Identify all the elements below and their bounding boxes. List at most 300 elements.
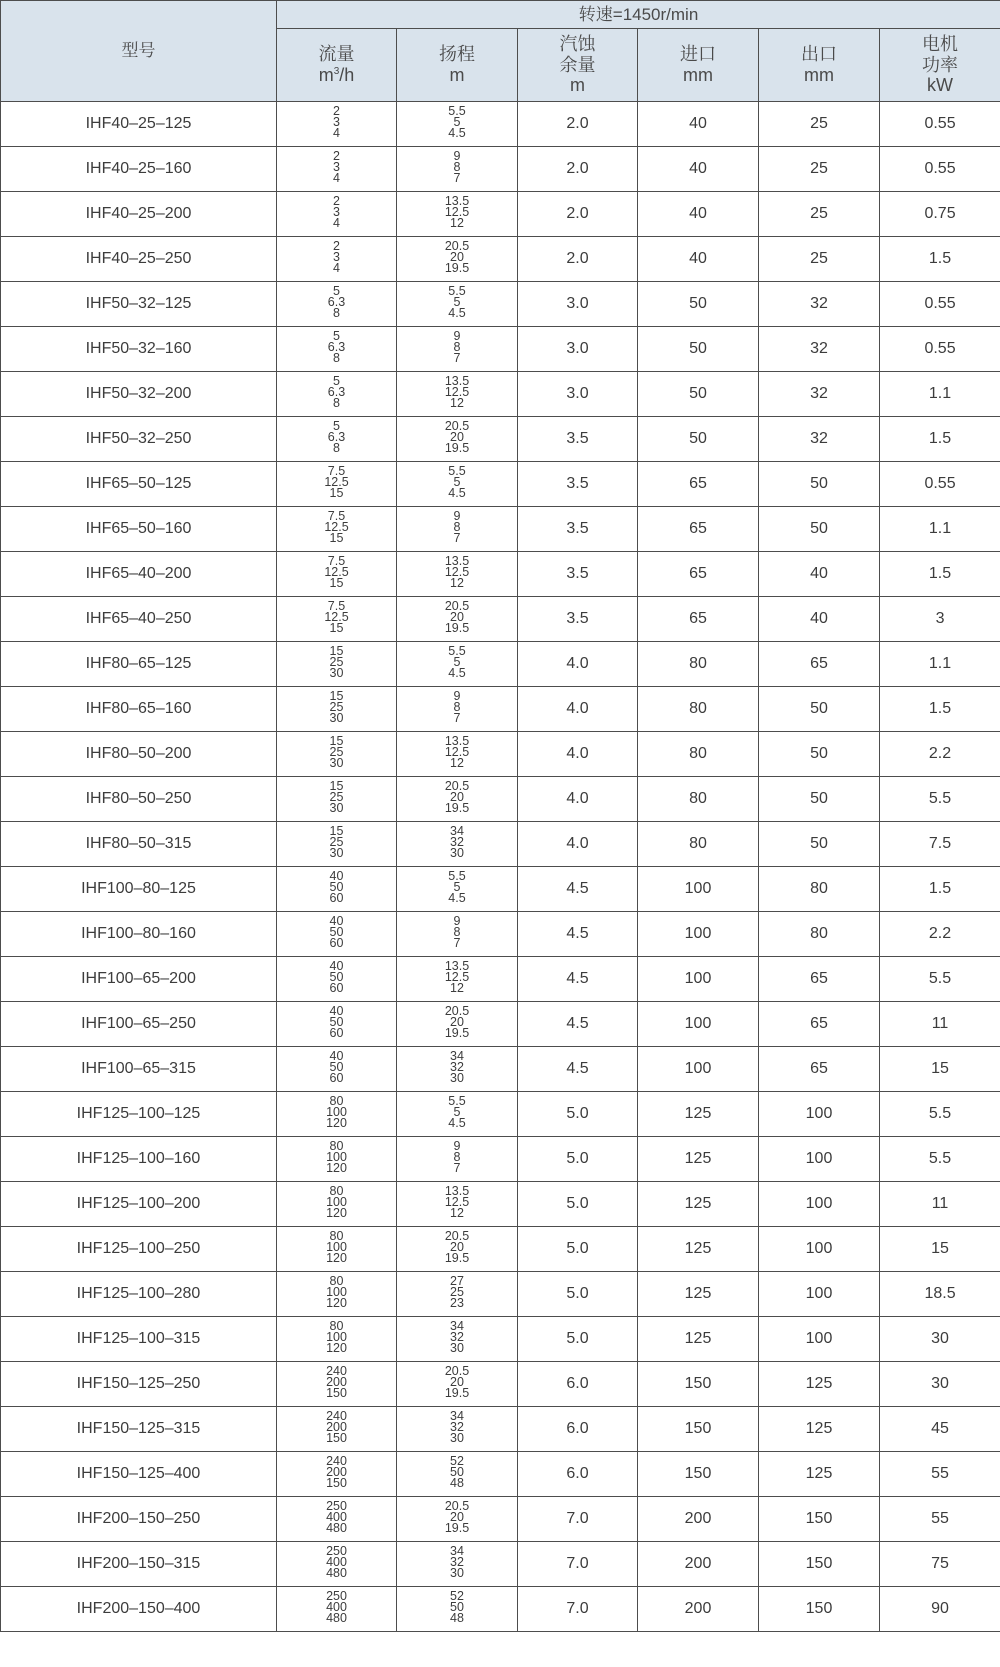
head-cell xyxy=(397,1092,518,1137)
npsh-cell: 5.0 xyxy=(518,1272,638,1317)
outlet-cell: 32 xyxy=(759,282,880,327)
power-cell: 1.5 xyxy=(880,867,1000,912)
flow-cell xyxy=(277,552,397,597)
flow-cell-value: 480 xyxy=(326,1611,347,1625)
head-cell xyxy=(397,282,518,327)
outlet-cell: 150 xyxy=(759,1542,880,1587)
head-cell-value: 5 xyxy=(453,475,461,489)
head-cell-value: 20.5 xyxy=(444,1499,470,1513)
head-cell-value: 8 xyxy=(453,700,461,714)
head-cell-value: 5.5 xyxy=(448,1094,466,1108)
npsh-cell: 4.0 xyxy=(518,777,638,822)
table-row xyxy=(1,237,1000,282)
flow-cell-value: 3 xyxy=(333,160,340,174)
inlet-cell: 80 xyxy=(638,822,759,867)
power-cell: 55 xyxy=(880,1452,1000,1497)
outlet-cell: 25 xyxy=(759,102,880,147)
flow-cell-value: 2 xyxy=(333,104,340,118)
npsh-cell: 3.0 xyxy=(518,372,638,417)
head-cell xyxy=(397,372,518,417)
inlet-cell: 40 xyxy=(638,147,759,192)
power-cell: 0.75 xyxy=(880,192,1000,237)
power-cell: 1.5 xyxy=(880,237,1000,282)
model-cell: IHF200–150–250 xyxy=(1,1497,277,1542)
power-cell: 30 xyxy=(880,1362,1000,1407)
outlet-cell: 100 xyxy=(759,1137,880,1182)
npsh-cell: 7.0 xyxy=(518,1497,638,1542)
inlet-cell: 100 xyxy=(638,1002,759,1047)
head-cell-value: 12 xyxy=(450,216,464,230)
head-cell-value: 8 xyxy=(453,1150,461,1164)
flow-cell-value: 200 xyxy=(326,1465,347,1479)
flow-cell xyxy=(277,372,397,417)
npsh-cell: 5.0 xyxy=(518,1317,638,1362)
head-cell-value: 12.5 xyxy=(444,385,470,399)
flow-cell xyxy=(277,1407,397,1452)
inlet-cell: 40 xyxy=(638,102,759,147)
flow-cell xyxy=(277,192,397,237)
npsh-cell: 3.0 xyxy=(518,327,638,372)
model-cell: IHF150–125–315 xyxy=(1,1407,277,1452)
flow-cell-value: 15 xyxy=(329,576,344,590)
head-cell-value: 32 xyxy=(450,1060,464,1074)
head-cell xyxy=(397,822,518,867)
outlet-cell: 50 xyxy=(759,732,880,777)
outlet-cell: 125 xyxy=(759,1362,880,1407)
flow-cell-value: 30 xyxy=(329,756,344,770)
flow-cell-value: 15 xyxy=(329,621,344,635)
flow-cell-value: 25 xyxy=(329,700,344,714)
power-cell: 55 xyxy=(880,1497,1000,1542)
head-cell-value: 12 xyxy=(450,1206,464,1220)
model-cell: IHF50–32–250 xyxy=(1,417,277,462)
head-cell-value: 7 xyxy=(453,351,461,365)
flow-cell-value: 15 xyxy=(329,486,344,500)
table-row xyxy=(1,192,1000,237)
power-cell: 5.5 xyxy=(880,957,1000,1002)
npsh-cell: 4.0 xyxy=(518,732,638,777)
power-cell: 1.5 xyxy=(880,687,1000,732)
head-cell-value: 32 xyxy=(450,835,464,849)
flow-cell xyxy=(277,1137,397,1182)
head-cell-value: 12 xyxy=(450,396,464,410)
head-cell-value: 20 xyxy=(450,790,464,804)
head-cell xyxy=(397,462,518,507)
npsh-cell: 7.0 xyxy=(518,1587,638,1632)
flow-cell-value: 6.3 xyxy=(327,340,346,354)
model-cell: IHF65–50–125 xyxy=(1,462,277,507)
inlet-cell: 200 xyxy=(638,1587,759,1632)
flow-cell xyxy=(277,1002,397,1047)
flow-cell-value: 150 xyxy=(326,1431,347,1445)
inlet-cell: 150 xyxy=(638,1407,759,1452)
spec-body xyxy=(1,102,1000,1632)
head-cell xyxy=(397,1587,518,1632)
head-cell-value: 19.5 xyxy=(444,1386,470,1400)
head-cell xyxy=(397,777,518,822)
flow-cell-value: 120 xyxy=(326,1341,347,1355)
npsh-cell: 2.0 xyxy=(518,102,638,147)
flow-cell-value: 400 xyxy=(326,1600,347,1614)
model-cell: IHF40–25–250 xyxy=(1,237,277,282)
head-cell-value: 9 xyxy=(453,689,461,703)
head-cell-value: 27 xyxy=(450,1274,464,1288)
flow-cell xyxy=(277,822,397,867)
npsh-cell: 5.0 xyxy=(518,1137,638,1182)
head-cell xyxy=(397,147,518,192)
inlet-cell: 100 xyxy=(638,1047,759,1092)
model-cell: IHF125–100–280 xyxy=(1,1272,277,1317)
head-header: 扬程 m xyxy=(397,29,518,102)
power-cell: 2.2 xyxy=(880,912,1000,957)
head-cell xyxy=(397,102,518,147)
inlet-cell: 80 xyxy=(638,687,759,732)
head-cell xyxy=(397,1407,518,1452)
model-cell: IHF80–50–315 xyxy=(1,822,277,867)
model-cell: IHF65–40–200 xyxy=(1,552,277,597)
npsh-cell: 4.5 xyxy=(518,1047,638,1092)
head-cell-value: 20.5 xyxy=(444,239,470,253)
flow-cell-value: 50 xyxy=(329,880,344,894)
power-cell: 5.5 xyxy=(880,1092,1000,1137)
head-cell-value: 20.5 xyxy=(444,1364,470,1378)
flow-cell-value: 60 xyxy=(329,981,344,995)
flow-cell xyxy=(277,1587,397,1632)
flow-cell-value: 80 xyxy=(329,1184,344,1198)
flow-cell-value: 80 xyxy=(329,1229,344,1243)
outlet-cell: 65 xyxy=(759,1047,880,1092)
model-cell: IHF80–50–250 xyxy=(1,777,277,822)
power-cell: 11 xyxy=(880,1182,1000,1227)
flow-cell xyxy=(277,327,397,372)
npsh-cell: 4.5 xyxy=(518,957,638,1002)
npsh-cell: 3.0 xyxy=(518,282,638,327)
flow-cell-value: 100 xyxy=(326,1285,347,1299)
head-cell-value: 7 xyxy=(453,531,461,545)
flow-cell-value: 60 xyxy=(329,936,344,950)
flow-cell-value: 12.5 xyxy=(324,610,349,624)
head-cell xyxy=(397,1227,518,1272)
flow-cell-value: 3 xyxy=(333,250,340,264)
outlet-cell: 65 xyxy=(759,957,880,1002)
power-cell: 75 xyxy=(880,1542,1000,1587)
inlet-cell: 65 xyxy=(638,597,759,642)
flow-cell xyxy=(277,1092,397,1137)
flow-cell-value: 7.5 xyxy=(327,554,346,568)
table-row xyxy=(1,732,1000,777)
flow-cell xyxy=(277,1227,397,1272)
flow-cell-value: 25 xyxy=(329,655,344,669)
power-cell: 5.5 xyxy=(880,777,1000,822)
flow-cell-value: 120 xyxy=(326,1116,347,1130)
power-cell: 1.5 xyxy=(880,552,1000,597)
outlet-cell: 25 xyxy=(759,147,880,192)
head-cell-value: 12.5 xyxy=(444,205,470,219)
head-cell-value: 20 xyxy=(450,1015,464,1029)
flow-cell-value: 100 xyxy=(326,1240,347,1254)
model-cell: IHF100–80–160 xyxy=(1,912,277,957)
inlet-cell: 65 xyxy=(638,507,759,552)
flow-cell xyxy=(277,282,397,327)
inlet-cell: 80 xyxy=(638,642,759,687)
head-cell-value: 32 xyxy=(450,1330,464,1344)
head-cell xyxy=(397,1047,518,1092)
head-cell xyxy=(397,642,518,687)
flow-cell-value: 6.3 xyxy=(327,430,346,444)
outlet-cell: 40 xyxy=(759,552,880,597)
head-cell-value: 48 xyxy=(450,1611,464,1625)
flow-cell-value: 80 xyxy=(329,1319,344,1333)
head-cell-value: 5.5 xyxy=(448,284,466,298)
inlet-cell: 40 xyxy=(638,237,759,282)
flow-cell-value: 120 xyxy=(326,1296,347,1310)
head-cell-value: 48 xyxy=(450,1476,464,1490)
head-cell-value: 20 xyxy=(450,1240,464,1254)
power-cell: 1.1 xyxy=(880,642,1000,687)
inlet-cell: 50 xyxy=(638,327,759,372)
flow-cell-value: 5 xyxy=(333,329,340,343)
model-header: 型号 xyxy=(1,1,277,102)
flow-cell-value: 8 xyxy=(333,396,340,410)
head-cell-value: 52 xyxy=(450,1589,464,1603)
model-cell: IHF200–150–315 xyxy=(1,1542,277,1587)
npsh-cell: 4.5 xyxy=(518,912,638,957)
power-cell: 0.55 xyxy=(880,462,1000,507)
table-row xyxy=(1,282,1000,327)
table-row xyxy=(1,1362,1000,1407)
head-cell-value: 19.5 xyxy=(444,621,470,635)
inlet-cell: 100 xyxy=(638,912,759,957)
outlet-cell: 80 xyxy=(759,867,880,912)
head-cell xyxy=(397,1317,518,1362)
npsh-cell: 7.0 xyxy=(518,1542,638,1587)
head-cell-value: 7 xyxy=(453,711,461,725)
head-cell-value: 19.5 xyxy=(444,1521,470,1535)
head-cell xyxy=(397,957,518,1002)
head-cell-value: 8 xyxy=(453,160,461,174)
flow-cell-value: 250 xyxy=(326,1499,347,1513)
head-cell-value: 30 xyxy=(450,1341,464,1355)
table-row xyxy=(1,1002,1000,1047)
head-cell-value: 20.5 xyxy=(444,1229,470,1243)
table-row xyxy=(1,327,1000,372)
flow-cell-value: 8 xyxy=(333,441,340,455)
head-cell-value: 7 xyxy=(453,1161,461,1175)
model-cell: IHF125–100–315 xyxy=(1,1317,277,1362)
table-row xyxy=(1,462,1000,507)
flow-cell-value: 60 xyxy=(329,1071,344,1085)
model-cell: IHF150–125–400 xyxy=(1,1452,277,1497)
head-cell-value: 30 xyxy=(450,1071,464,1085)
head-cell xyxy=(397,732,518,777)
power-cell: 15 xyxy=(880,1047,1000,1092)
flow-cell-value: 15 xyxy=(329,734,344,748)
power-header: 电机 功率 kW xyxy=(880,29,1000,102)
model-cell: IHF80–65–125 xyxy=(1,642,277,687)
head-cell-value: 7 xyxy=(453,171,461,185)
table-row xyxy=(1,1542,1000,1587)
flow-cell-value: 150 xyxy=(326,1386,347,1400)
model-cell: IHF80–65–160 xyxy=(1,687,277,732)
flow-cell-value: 40 xyxy=(329,1004,344,1018)
inlet-cell: 125 xyxy=(638,1272,759,1317)
flow-cell xyxy=(277,867,397,912)
power-cell: 5.5 xyxy=(880,1137,1000,1182)
flow-cell-value: 200 xyxy=(326,1375,347,1389)
outlet-cell: 100 xyxy=(759,1092,880,1137)
head-cell-value: 5.5 xyxy=(448,104,466,118)
table-row xyxy=(1,552,1000,597)
inlet-cell: 50 xyxy=(638,417,759,462)
model-cell: IHF40–25–200 xyxy=(1,192,277,237)
head-cell xyxy=(397,192,518,237)
model-cell: IHF100–65–250 xyxy=(1,1002,277,1047)
head-cell-value: 7 xyxy=(453,936,461,950)
head-cell-value: 12.5 xyxy=(444,1195,470,1209)
head-cell xyxy=(397,327,518,372)
flow-cell xyxy=(277,507,397,552)
npsh-cell: 5.0 xyxy=(518,1182,638,1227)
flow-cell-value: 50 xyxy=(329,1015,344,1029)
flow-cell-value: 3 xyxy=(333,205,340,219)
outlet-cell: 100 xyxy=(759,1182,880,1227)
flow-cell-value: 480 xyxy=(326,1521,347,1535)
flow-cell-value: 15 xyxy=(329,531,344,545)
outlet-cell: 40 xyxy=(759,597,880,642)
head-cell-value: 13.5 xyxy=(444,734,470,748)
inlet-cell: 150 xyxy=(638,1452,759,1497)
model-cell: IHF100–65–315 xyxy=(1,1047,277,1092)
outlet-cell: 65 xyxy=(759,1002,880,1047)
flow-cell xyxy=(277,1452,397,1497)
flow-cell xyxy=(277,597,397,642)
head-cell xyxy=(397,597,518,642)
model-cell: IHF100–80–125 xyxy=(1,867,277,912)
power-cell: 0.55 xyxy=(880,282,1000,327)
table-row xyxy=(1,1092,1000,1137)
flow-cell-value: 2 xyxy=(333,239,340,253)
flow-cell-value: 40 xyxy=(329,1049,344,1063)
flow-cell xyxy=(277,147,397,192)
flow-cell xyxy=(277,687,397,732)
power-cell: 15 xyxy=(880,1227,1000,1272)
model-cell: IHF150–125–250 xyxy=(1,1362,277,1407)
flow-cell-value: 3 xyxy=(333,115,340,129)
flow-cell-value: 250 xyxy=(326,1589,347,1603)
flow-cell xyxy=(277,1362,397,1407)
npsh-cell: 5.0 xyxy=(518,1227,638,1272)
flow-cell-value: 12.5 xyxy=(324,565,349,579)
head-cell-value: 34 xyxy=(450,1049,464,1063)
flow-cell-value: 6.3 xyxy=(327,385,346,399)
flow-cell-value: 2 xyxy=(333,194,340,208)
flow-cell-value: 120 xyxy=(326,1161,347,1175)
head-cell-value: 20 xyxy=(450,430,464,444)
flow-cell-value: 30 xyxy=(329,711,344,725)
inlet-cell: 125 xyxy=(638,1317,759,1362)
table-row xyxy=(1,687,1000,732)
head-cell-value: 5.5 xyxy=(448,644,466,658)
table-row xyxy=(1,1317,1000,1362)
head-cell-value: 13.5 xyxy=(444,374,470,388)
head-cell-value: 23 xyxy=(450,1296,464,1310)
outlet-cell: 100 xyxy=(759,1317,880,1362)
flow-header: 流量 $m^3/h$ xyxy=(277,29,397,102)
outlet-cell: 32 xyxy=(759,327,880,372)
head-cell-value: 12.5 xyxy=(444,970,470,984)
head-cell xyxy=(397,417,518,462)
head-cell-value: 30 xyxy=(450,846,464,860)
model-cell: IHF50–32–200 xyxy=(1,372,277,417)
outlet-cell: 25 xyxy=(759,192,880,237)
model-cell: IHF40–25–160 xyxy=(1,147,277,192)
head-cell-value: 19.5 xyxy=(444,1026,470,1040)
flow-cell-value: 4 xyxy=(333,126,340,140)
inlet-cell: 200 xyxy=(638,1497,759,1542)
inlet-cell: 65 xyxy=(638,552,759,597)
inlet-cell: 40 xyxy=(638,192,759,237)
flow-cell-value: 4 xyxy=(333,171,340,185)
model-cell: IHF200–150–400 xyxy=(1,1587,277,1632)
flow-cell xyxy=(277,957,397,1002)
table-row xyxy=(1,1182,1000,1227)
flow-cell xyxy=(277,1497,397,1542)
flow-cell xyxy=(277,732,397,777)
flow-cell-value: 4 xyxy=(333,261,340,275)
flow-cell-value: 80 xyxy=(329,1139,344,1153)
outlet-cell: 150 xyxy=(759,1587,880,1632)
head-cell xyxy=(397,1002,518,1047)
flow-cell-value: 8 xyxy=(333,351,340,365)
table-row xyxy=(1,1227,1000,1272)
head-cell-value: 34 xyxy=(450,1409,464,1423)
flow-cell xyxy=(277,1542,397,1587)
head-cell xyxy=(397,912,518,957)
flow-cell-value: 400 xyxy=(326,1555,347,1569)
inlet-cell: 65 xyxy=(638,462,759,507)
flow-cell-value: 120 xyxy=(326,1251,347,1265)
npsh-cell: 3.5 xyxy=(518,462,638,507)
head-cell-value: 13.5 xyxy=(444,194,470,208)
outlet-cell: 50 xyxy=(759,507,880,552)
head-cell-value: 19.5 xyxy=(444,1251,470,1265)
outlet-cell: 32 xyxy=(759,417,880,462)
outlet-cell: 100 xyxy=(759,1227,880,1272)
flow-cell xyxy=(277,642,397,687)
outlet-cell: 50 xyxy=(759,822,880,867)
flow-cell-value: 12.5 xyxy=(324,475,349,489)
npsh-cell: 5.0 xyxy=(518,1092,638,1137)
flow-cell-value: 40 xyxy=(329,914,344,928)
flow-cell-value: 240 xyxy=(326,1364,347,1378)
head-cell-value: 9 xyxy=(453,914,461,928)
table-row xyxy=(1,822,1000,867)
table-row xyxy=(1,1497,1000,1542)
flow-cell xyxy=(277,237,397,282)
power-cell: 30 xyxy=(880,1317,1000,1362)
npsh-cell: 4.0 xyxy=(518,687,638,732)
inlet-cell: 100 xyxy=(638,957,759,1002)
inlet-header: 进口 mm xyxy=(638,29,759,102)
flow-cell-value: 2 xyxy=(333,149,340,163)
power-cell: 1.5 xyxy=(880,417,1000,462)
flow-cell xyxy=(277,912,397,957)
flow-cell-value: 30 xyxy=(329,801,344,815)
flow-cell-value: 400 xyxy=(326,1510,347,1524)
npsh-cell: 3.5 xyxy=(518,597,638,642)
npsh-cell: 3.5 xyxy=(518,507,638,552)
head-cell-value: 12.5 xyxy=(444,745,470,759)
